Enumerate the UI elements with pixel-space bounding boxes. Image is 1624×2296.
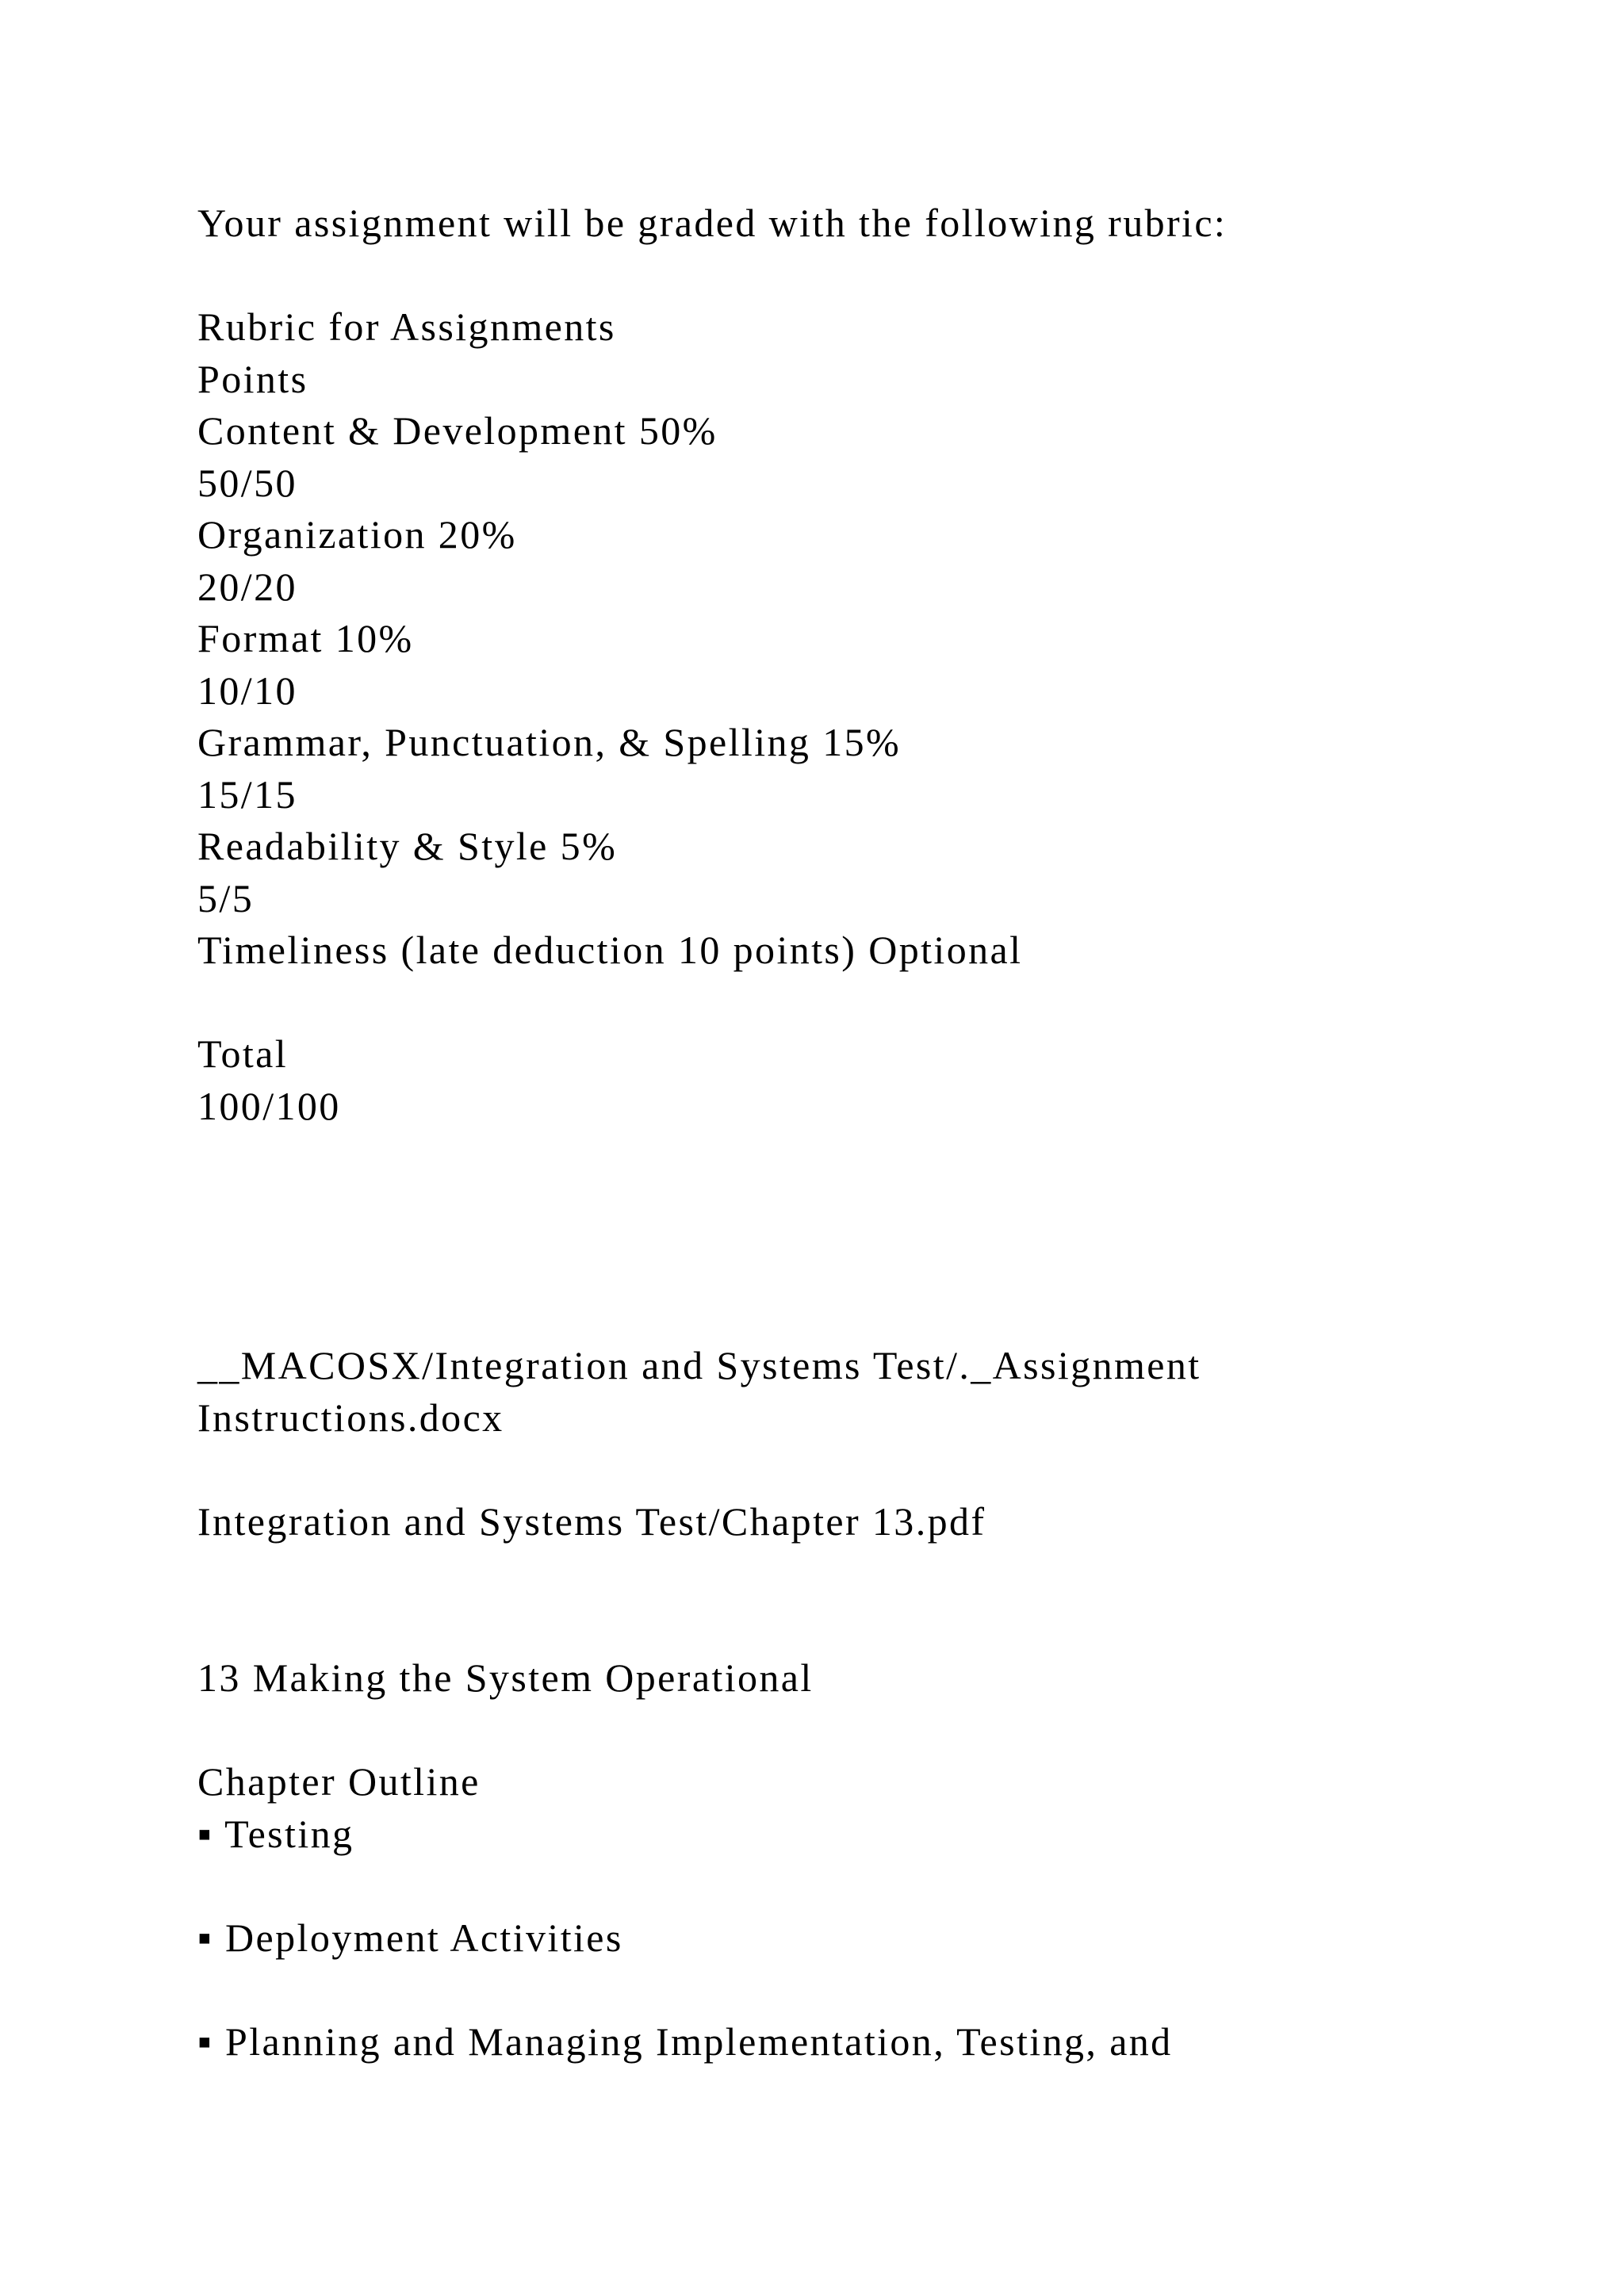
outline-item: ▪ Testing bbox=[197, 1812, 354, 1856]
rubric-item-label: Organization 20% bbox=[197, 512, 517, 557]
outline-title: Chapter Outline bbox=[197, 1759, 481, 1804]
rubric-total-score: 100/100 bbox=[197, 1084, 341, 1128]
rubric-item-label: Grammar, Punctuation, & Spelling 15% bbox=[197, 720, 902, 764]
rubric-item-label: Format 10% bbox=[197, 616, 414, 660]
file-path-chapter-pdf: Integration and Systems Test/Chapter 13.pdf bbox=[197, 1499, 986, 1544]
intro-text: Your assignment will be graded with the following rubric: bbox=[197, 201, 1228, 245]
file-path-macosx: __MACOSX/Integration and Systems Test/._Assignment bbox=[197, 1343, 1201, 1387]
rubric-item-score: 5/5 bbox=[197, 876, 255, 920]
file-path-macosx-continued: Instructions.docx bbox=[197, 1395, 504, 1440]
outline-item: ▪ Deployment Activities bbox=[197, 1915, 623, 1960]
outline-item: ▪ Planning and Managing Implementation, Testing, and bbox=[197, 2019, 1173, 2064]
rubric-item-label: Content & Development 50% bbox=[197, 408, 718, 453]
rubric-item-score: 20/20 bbox=[197, 564, 297, 609]
rubric-title: Rubric for Assignments bbox=[197, 304, 616, 349]
chapter-heading: 13 Making the System Operational bbox=[197, 1655, 814, 1700]
rubric-points-header: Points bbox=[197, 357, 308, 401]
rubric-item-score: 10/10 bbox=[197, 668, 297, 713]
rubric-item-score: 50/50 bbox=[197, 461, 297, 505]
rubric-timeliness: Timeliness (late deduction 10 points) Optional bbox=[197, 928, 1023, 972]
rubric-item-label: Readability & Style 5% bbox=[197, 824, 618, 868]
rubric-item-score: 15/15 bbox=[197, 772, 297, 817]
rubric-total-label: Total bbox=[197, 1031, 289, 1076]
